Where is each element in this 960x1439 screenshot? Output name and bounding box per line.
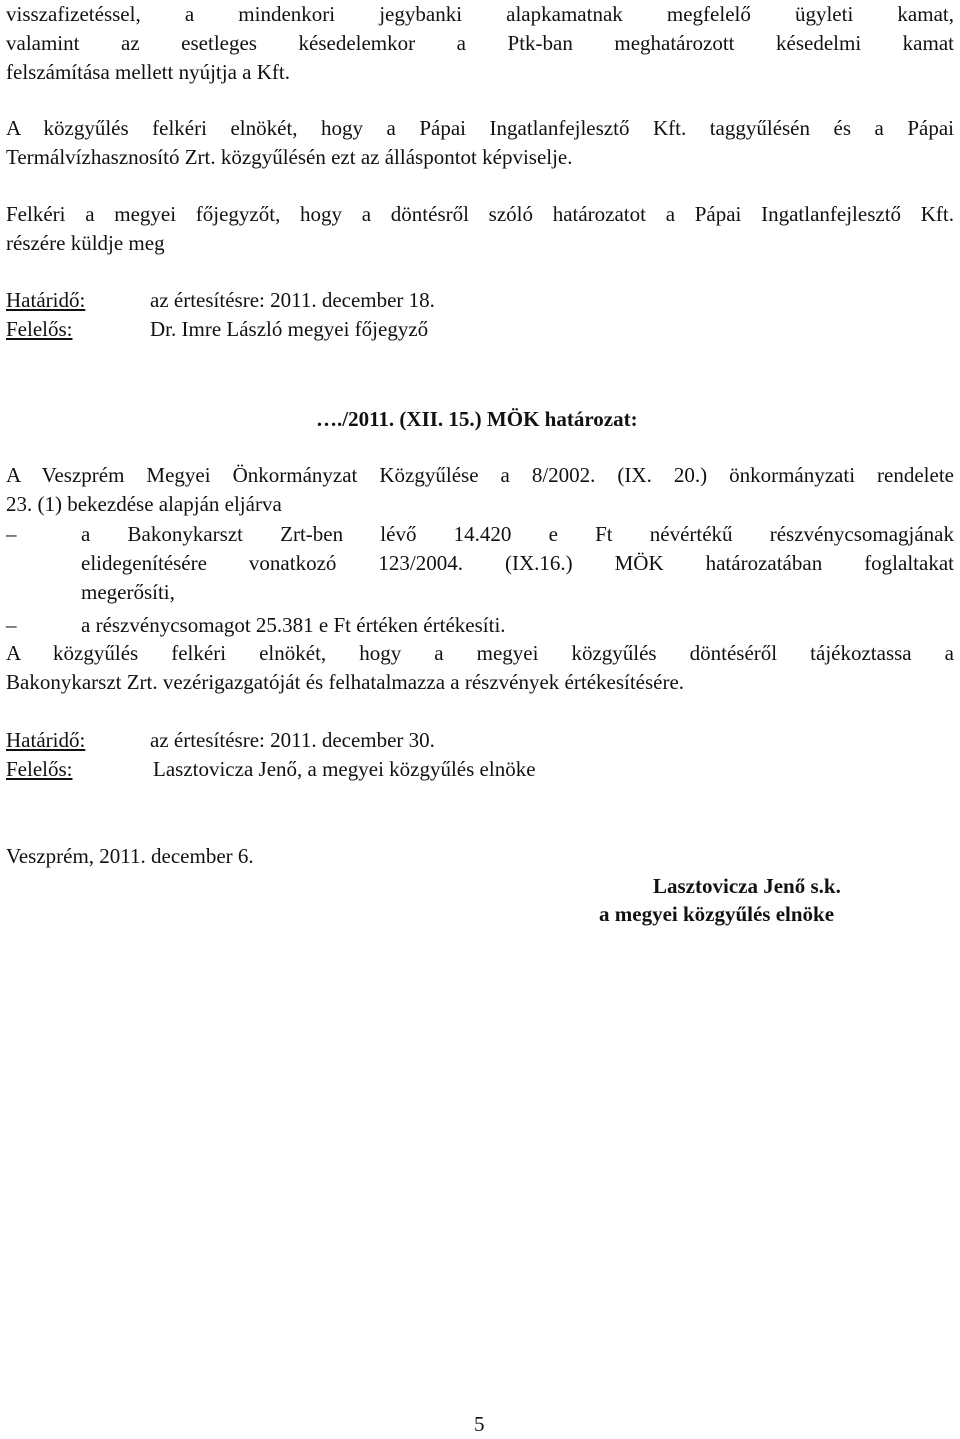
bullet-1-line-1: a Bakonykarszt Zrt-ben lévő 14.420 e Ft névértékű részvénycsomagjának (81, 522, 954, 546)
page-number: 5 (474, 1412, 485, 1436)
responsible-2-label: Felelős: (6, 757, 73, 781)
signature-name: Lasztovicza Jenő s.k. (653, 874, 841, 898)
bullet-2-text: a részvénycsomagot 25.381 e Ft értéken értékesíti. (81, 613, 506, 637)
paragraph-4-line-1: A közgyűlés felkéri elnökét, hogy a megyei közgyűlés döntéséről tájékoztassa a (6, 641, 954, 665)
responsible-1-value: Dr. Imre László megyei főjegyző (150, 317, 429, 341)
paragraph-1-line-3: felszámítása mellett nyújtja a Kft. (6, 60, 290, 84)
responsible-2-value: Lasztovicza Jenő, a megyei közgyűlés elnöke (153, 757, 536, 781)
resolution-intro-line-2: 23. (1) bekezdése alapján eljárva (6, 492, 282, 516)
paragraph-3-line-2: részére küldje meg (6, 231, 165, 255)
paragraph-1-line-1: visszafizetéssel, a mindenkori jegybanki alapkamatnak megfelelő ügyleti kamat, (6, 2, 954, 26)
paragraph-1-line-2: valamint az esetleges késedelemkor a Ptk-ban meghatározott késedelmi kamat (6, 31, 954, 55)
resolution-intro-line-1: A Veszprém Megyei Önkormányzat Közgyűlése a 8/2002. (IX. 20.) önkormányzati rendelete (6, 463, 954, 487)
paragraph-4-line-2: Bakonykarszt Zrt. vezérigazgatóját és felhatalmazza a részvények értékesítésére. (6, 670, 685, 694)
deadline-1-value: az értesítésre: 2011. december 18. (150, 288, 435, 312)
place-date: Veszprém, 2011. december 6. (6, 844, 254, 868)
signature-title: a megyei közgyűlés elnöke (599, 902, 835, 926)
bullet-1-line-2: elidegenítésére vonatkozó 123/2004. (IX.16.) MÖK határozatában foglaltakat (81, 551, 954, 575)
deadline-2-label: Határidő: (6, 728, 86, 752)
paragraph-2-line-1: A közgyűlés felkéri elnökét, hogy a Pápai Ingatlanfejlesztő Kft. taggyűlésén és a Pápai (6, 116, 954, 140)
paragraph-2-line-2: Termálvízhasznosító Zrt. közgyűlésén ezt az álláspontot képviselje. (6, 145, 573, 169)
deadline-2-value: az értesítésre: 2011. december 30. (150, 728, 435, 752)
responsible-1-label: Felelős: (6, 317, 73, 341)
deadline-1-label: Határidő: (6, 288, 86, 312)
resolution-title: …./2011. (XII. 15.) MÖK határozat: (316, 407, 638, 431)
bullet-1-line-3: megerősíti, (81, 580, 175, 604)
bullet-1-dash: – (6, 522, 17, 546)
bullet-2-dash: – (6, 613, 17, 637)
paragraph-3-line-1: Felkéri a megyei főjegyzőt, hogy a döntésről szóló határozatot a Pápai Ingatlanfejlesztő Kft. (6, 202, 954, 226)
